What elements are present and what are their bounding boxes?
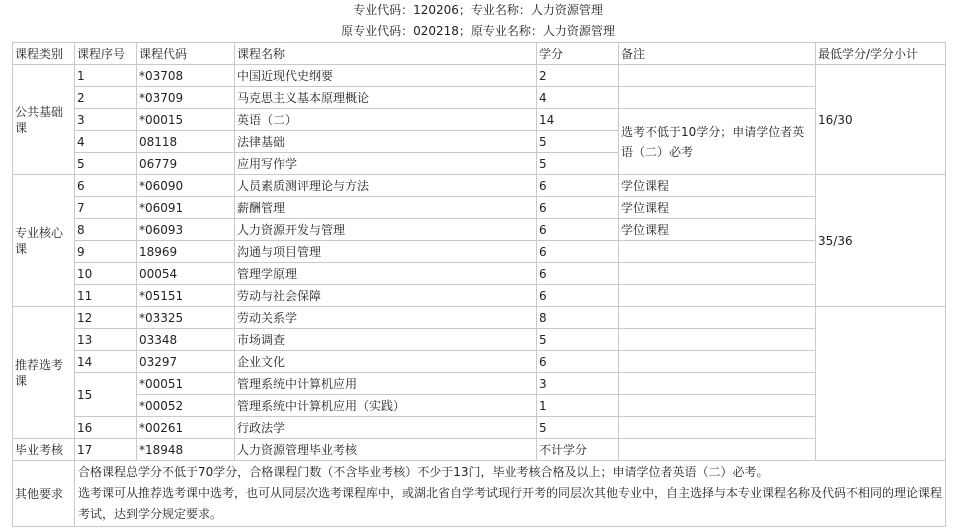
- course-credit: 6: [537, 219, 619, 241]
- course-note: 学位课程: [619, 219, 816, 241]
- course-note: [619, 373, 816, 395]
- course-name: 管理学原理: [235, 263, 537, 285]
- course-name: 法律基础: [235, 131, 537, 153]
- course-note: [619, 263, 816, 285]
- course-credit: 8: [537, 307, 619, 329]
- course-note: [619, 351, 816, 373]
- course-code: *06091: [137, 197, 235, 219]
- course-name: 人力资源管理毕业考核: [235, 439, 537, 461]
- course-name: 应用写作学: [235, 153, 537, 175]
- column-header: 课程代码: [137, 43, 235, 65]
- course-credit: 6: [537, 285, 619, 307]
- course-code: *03325: [137, 307, 235, 329]
- course-seq: 10: [75, 263, 137, 285]
- table-row: [13, 351, 946, 373]
- course-credit: 14: [537, 109, 619, 131]
- course-code: *00261: [137, 417, 235, 439]
- table-row: [13, 373, 946, 395]
- course-code: *05151: [137, 285, 235, 307]
- course-code: *06093: [137, 219, 235, 241]
- table-row: [13, 197, 946, 219]
- course-name: 行政法学: [235, 417, 537, 439]
- course-code: 18969: [137, 241, 235, 263]
- course-credit: 5: [537, 329, 619, 351]
- course-code: *00052: [137, 395, 235, 417]
- course-credit: 3: [537, 373, 619, 395]
- course-code: 06779: [137, 153, 235, 175]
- major-info-line: 专业代码：120206；专业名称：人力资源管理: [353, 3, 603, 17]
- category-graduation: 毕业考核: [13, 439, 75, 461]
- course-name: 英语（二）: [235, 109, 537, 131]
- course-name: 劳动与社会保障: [235, 285, 537, 307]
- course-credit: 6: [537, 241, 619, 263]
- course-seq: 8: [75, 219, 137, 241]
- column-header: 最低学分/学分小计: [816, 43, 946, 65]
- course-seq: 16: [75, 417, 137, 439]
- course-name: 人力资源开发与管理: [235, 219, 537, 241]
- course-name: 市场调查: [235, 329, 537, 351]
- course-code: *00015: [137, 109, 235, 131]
- page-header: [0, 0, 956, 42]
- course-seq: 17: [75, 439, 137, 461]
- course-seq: 1: [75, 65, 137, 87]
- table-row: [13, 263, 946, 285]
- course-credit: 5: [537, 417, 619, 439]
- table-row: [13, 241, 946, 263]
- course-name: 企业文化: [235, 351, 537, 373]
- course-seq: 15: [75, 373, 137, 417]
- table-row: [13, 307, 946, 329]
- course-note: [619, 395, 816, 417]
- course-note: [619, 65, 816, 87]
- course-seq: 5: [75, 153, 137, 175]
- course-seq: 7: [75, 197, 137, 219]
- course-code: *06090: [137, 175, 235, 197]
- table-row: [13, 219, 946, 241]
- course-note: [619, 87, 816, 109]
- public-elective-note: 选考不低于10学分；申请学位者英语（二）必考: [619, 109, 816, 175]
- course-credit: 6: [537, 263, 619, 285]
- table-row: [13, 417, 946, 439]
- subtotal-public: 16/30: [816, 65, 946, 175]
- table-row: [13, 65, 946, 87]
- course-credit: 6: [537, 197, 619, 219]
- table-row: [13, 395, 946, 417]
- course-code: 08118: [137, 131, 235, 153]
- course-code: *00051: [137, 373, 235, 395]
- course-seq: 13: [75, 329, 137, 351]
- course-seq: 11: [75, 285, 137, 307]
- course-note: [619, 417, 816, 439]
- course-name: 劳动关系学: [235, 307, 537, 329]
- course-code: 03348: [137, 329, 235, 351]
- table-row: [13, 175, 946, 197]
- course-note: 学位课程: [619, 197, 816, 219]
- table-row: [13, 109, 946, 131]
- other-requirements-row: [13, 461, 946, 527]
- course-name: 沟通与项目管理: [235, 241, 537, 263]
- course-credit: 5: [537, 131, 619, 153]
- course-name: 薪酬管理: [235, 197, 537, 219]
- course-seq: 9: [75, 241, 137, 263]
- course-name: 马克思主义基本原理概论: [235, 87, 537, 109]
- course-seq: 4: [75, 131, 137, 153]
- course-code: *18948: [137, 439, 235, 461]
- course-credit: 4: [537, 87, 619, 109]
- other-requirements-text: [75, 461, 946, 527]
- course-credit: 5: [537, 153, 619, 175]
- former-major-info-line: 原专业代码：020218；原专业名称：人力资源管理: [341, 24, 615, 38]
- course-note: [619, 307, 816, 329]
- category-core: 专业核心课: [13, 175, 75, 307]
- column-header: 备注: [619, 43, 816, 65]
- course-credit: 6: [537, 175, 619, 197]
- course-name: 人员素质测评理论与方法: [235, 175, 537, 197]
- course-name: 中国近现代史纲要: [235, 65, 537, 87]
- course-note: 学位课程: [619, 175, 816, 197]
- category-elective: 推荐选考课: [13, 307, 75, 439]
- course-name: 管理系统中计算机应用（实践）: [235, 395, 537, 417]
- course-credit: 1: [537, 395, 619, 417]
- category-other: 其他要求: [13, 461, 75, 527]
- course-seq: 12: [75, 307, 137, 329]
- subtotal-elective: [816, 307, 946, 461]
- column-header: 课程序号: [75, 43, 137, 65]
- column-header: 课程类别: [13, 43, 75, 65]
- requirement-line: 选考课可从推荐选考课中选考，也可从同层次选考课程库中，或湖北省自学考试现行开考的同层次其他专业中，自主选择与本专业课程名称及代码不相同的理论课程考试，达到学分规定要求。: [78, 486, 943, 521]
- course-code: *03708: [137, 65, 235, 87]
- subtotal-core: 35/36: [816, 175, 946, 307]
- course-note: [619, 329, 816, 351]
- requirement-line: 合格课程总学分不低于70学分，合格课程门数（不含毕业考核）不少于13门，毕业考核合格及以上；申请学位者英语（二）必考。: [78, 465, 769, 479]
- course-seq: 3: [75, 109, 137, 131]
- table-row: [13, 329, 946, 351]
- course-credit: 2: [537, 65, 619, 87]
- course-code: 03297: [137, 351, 235, 373]
- column-header: 学分: [537, 43, 619, 65]
- course-note: [619, 285, 816, 307]
- course-credit: 6: [537, 351, 619, 373]
- table-row: [13, 439, 946, 461]
- course-name: 管理系统中计算机应用: [235, 373, 537, 395]
- category-public: 公共基础课: [13, 65, 75, 175]
- course-code: 00054: [137, 263, 235, 285]
- curriculum-table: [12, 42, 946, 527]
- column-header: 课程名称: [235, 43, 537, 65]
- course-credit: 不计学分: [537, 439, 619, 461]
- table-row: [13, 285, 946, 307]
- course-seq: 2: [75, 87, 137, 109]
- course-code: *03709: [137, 87, 235, 109]
- course-note: [619, 241, 816, 263]
- course-seq: 14: [75, 351, 137, 373]
- table-header-row: [13, 43, 946, 65]
- course-seq: 6: [75, 175, 137, 197]
- table-row: [13, 87, 946, 109]
- course-note: [619, 439, 816, 461]
